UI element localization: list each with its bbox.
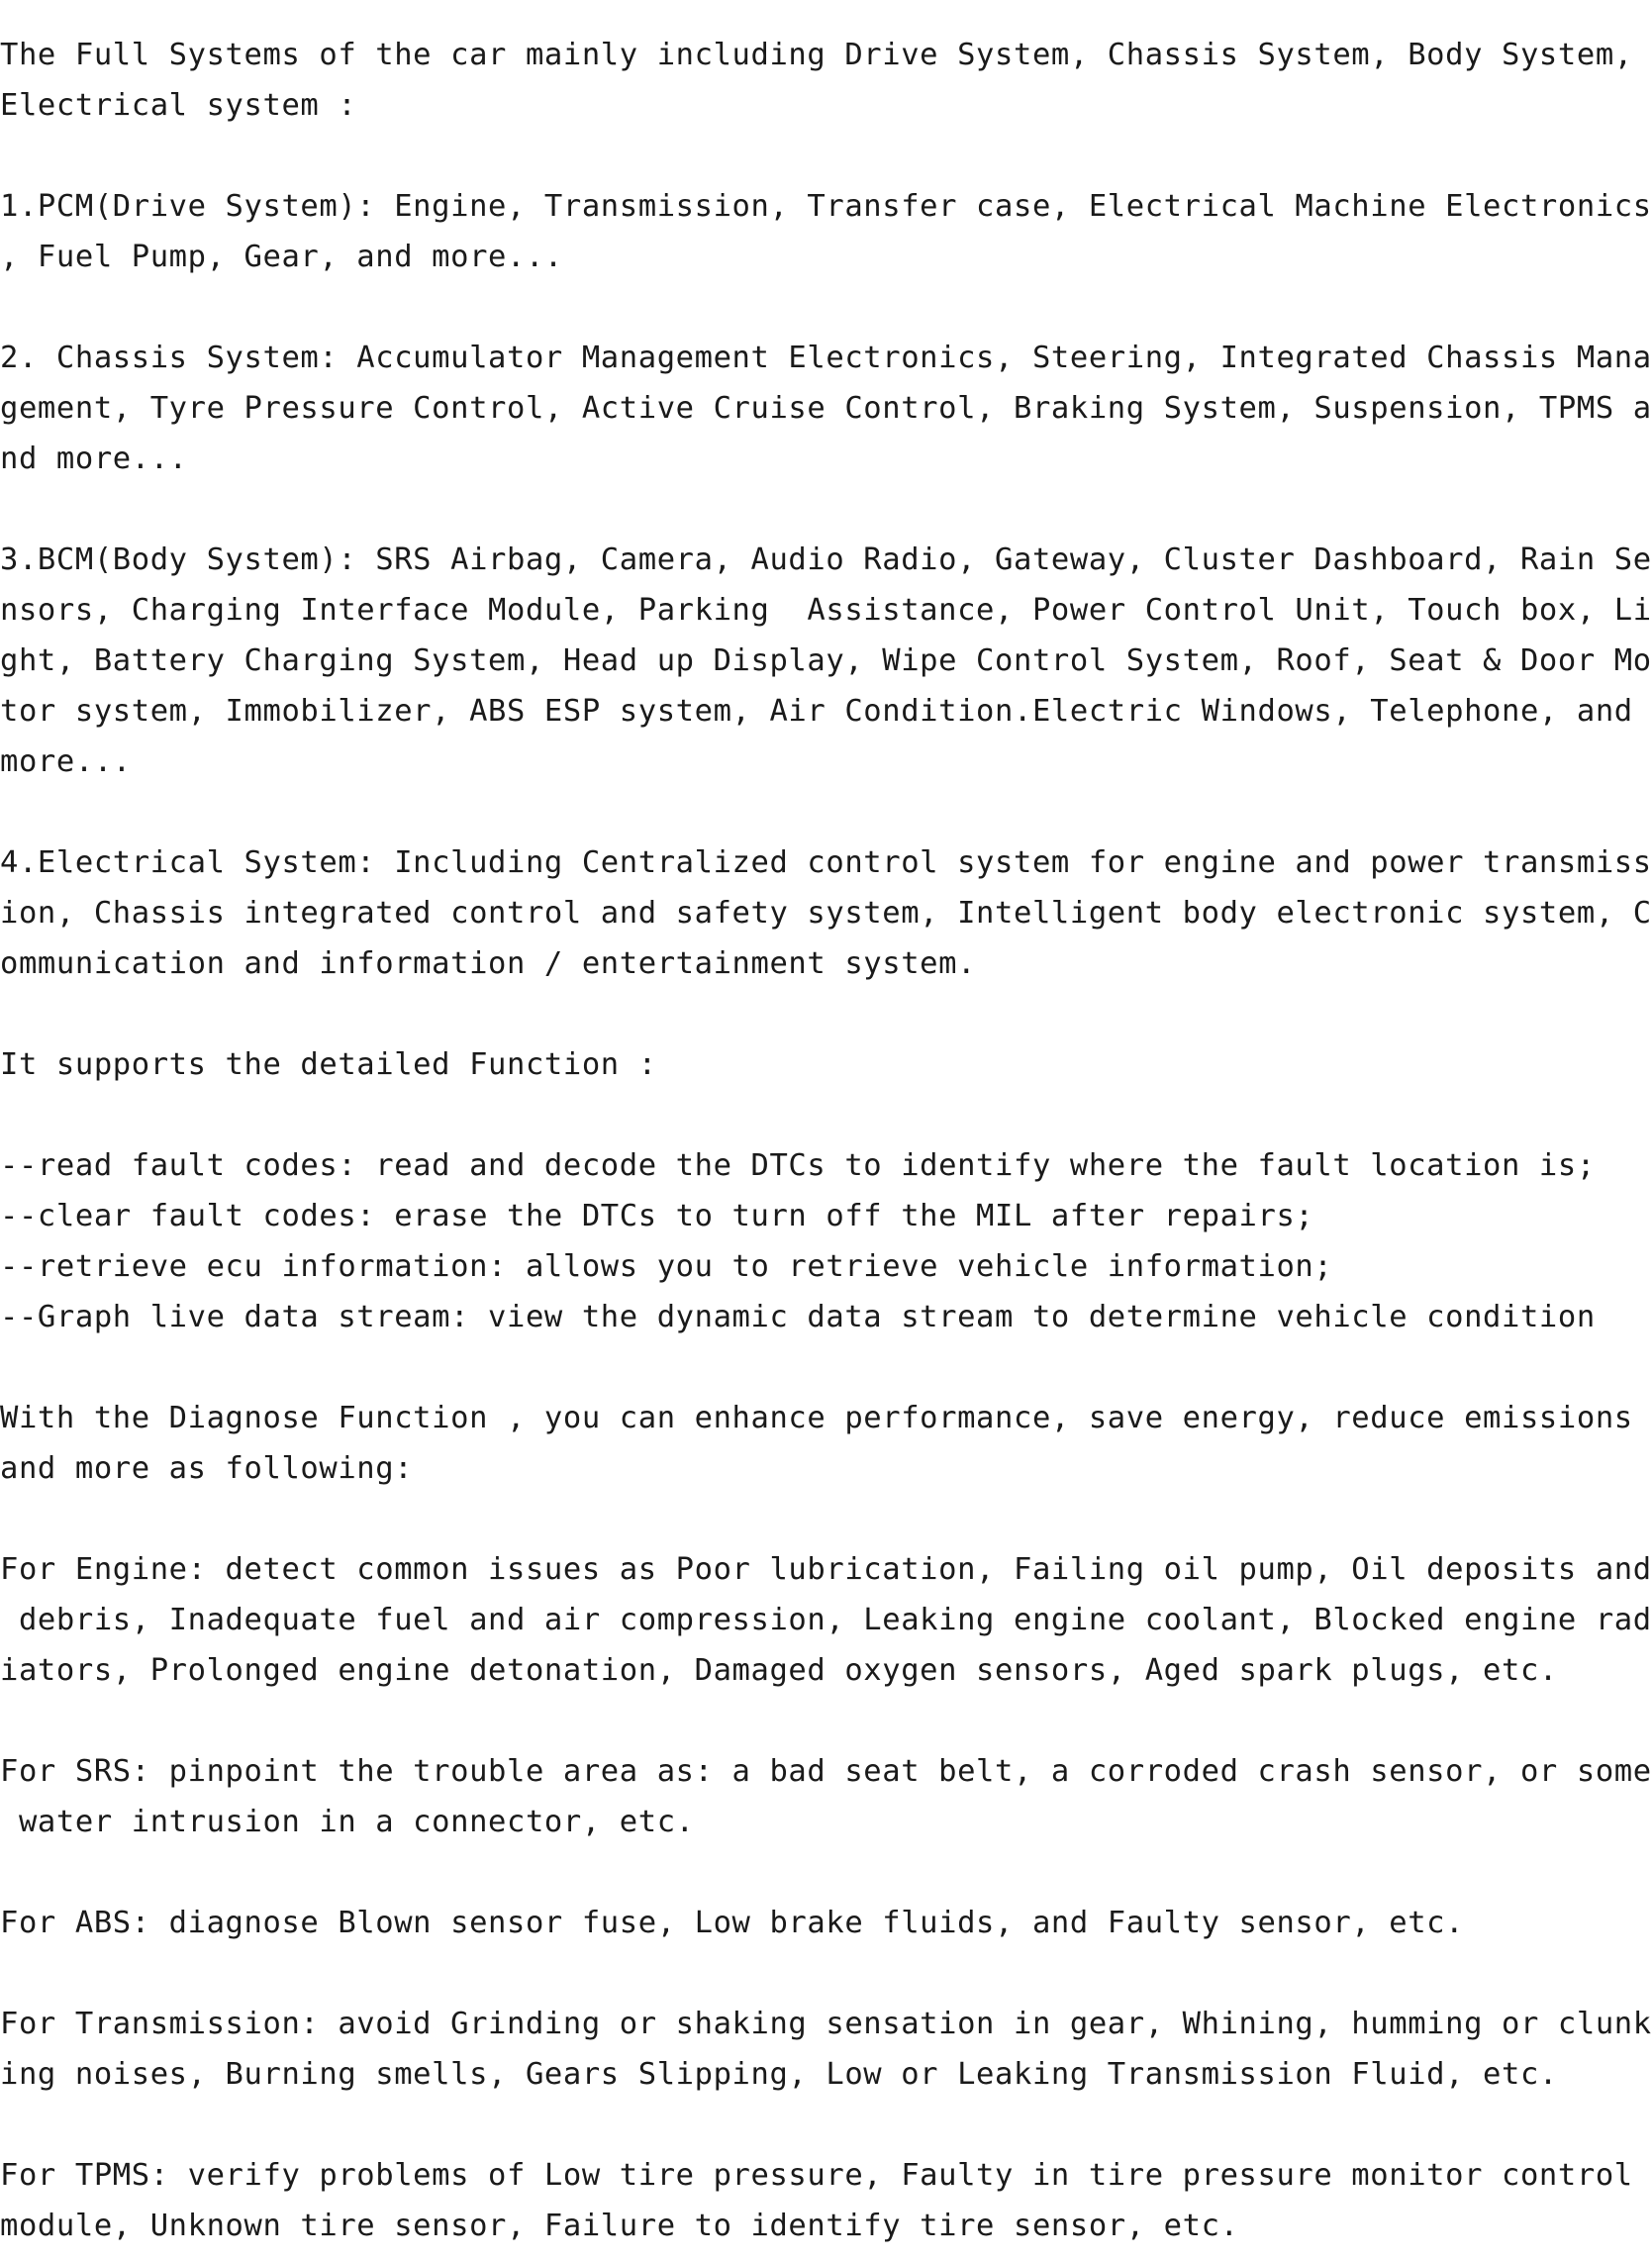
spacer	[0, 1090, 1485, 1140]
spacer	[0, 1494, 1485, 1544]
bcm-line-5: more...	[0, 744, 132, 779]
electrical-line-1: 4.Electrical System: Including Centralized control system for engine and power transmiss	[0, 845, 1652, 880]
diagnose-line-1: With the Diagnose Function , you can enhance performance, save energy, reduce emissions	[0, 1401, 1633, 1435]
srs-line-1: For SRS: pinpoint the trouble area as: a bad seat belt, a corroded crash sensor, or some	[0, 1754, 1652, 1789]
function-item-live-data: --Graph live data stream: view the dynamic data stream to determine vehicle condition	[0, 1300, 1596, 1334]
function-item-read-codes: --read fault codes: read and decode the DTCs to identify where the fault location is;	[0, 1148, 1596, 1183]
spacer	[0, 282, 1485, 333]
intro-line-1: The Full Systems of the car mainly including Drive System, Chassis System, Body System,	[0, 38, 1633, 72]
diagnose-line-2: and more as following:	[0, 1451, 414, 1486]
spacer	[0, 989, 1485, 1039]
pcm-line-1: 1.PCM(Drive System): Engine, Transmission, Transfer case, Electrical Machine Electronics	[0, 189, 1652, 224]
bcm-line-1: 3.BCM(Body System): SRS Airbag, Camera, Audio Radio, Gateway, Cluster Dashboard, Rain Se	[0, 542, 1652, 577]
spacer	[0, 1847, 1485, 1898]
tpms-line-1: For TPMS: verify problems of Low tire pressure, Faulty in tire pressure monitor control	[0, 2158, 1633, 2193]
chassis-line-3: nd more...	[0, 442, 188, 476]
function-item-clear-codes: --clear fault codes: erase the DTCs to turn off the MIL after repairs;	[0, 1199, 1314, 1233]
chassis-line-2: gement, Tyre Pressure Control, Active Cruise Control, Braking System, Suspension, TPMS a	[0, 391, 1652, 426]
chassis-line-1: 2. Chassis System: Accumulator Management Electronics, Steering, Integrated Chassis Mana	[0, 341, 1652, 375]
tpms-line-2: module, Unknown tire sensor, Failure to identify tire sensor, etc.	[0, 2209, 1239, 2243]
spacer	[0, 1696, 1485, 1746]
engine-line-3: iators, Prolonged engine detonation, Damaged oxygen sensors, Aged spark plugs, etc.	[0, 1653, 1558, 1688]
spacer	[0, 2100, 1485, 2150]
bcm-line-4: tor system, Immobilizer, ABS ESP system, Air Condition.Electric Windows, Telephone, and	[0, 694, 1633, 729]
transmission-line-2: ing noises, Burning smells, Gears Slipping, Low or Leaking Transmission Fluid, etc.	[0, 2057, 1558, 2092]
spacer	[0, 131, 1485, 181]
engine-line-1: For Engine: detect common issues as Poor lubrication, Failing oil pump, Oil deposits and	[0, 1552, 1652, 1587]
electrical-line-3: ommunication and information / entertainment system.	[0, 946, 977, 981]
bcm-line-2: nsors, Charging Interface Module, Parking Assistance, Power Control Unit, Touch box, Li	[0, 593, 1652, 628]
transmission-line-1: For Transmission: avoid Grinding or shaking sensation in gear, Whining, humming or clunk	[0, 2007, 1652, 2041]
engine-line-2: debris, Inadequate fuel and air compression, Leaking engine coolant, Blocked engine rad	[0, 1603, 1652, 1637]
pcm-line-2: , Fuel Pump, Gear, and more...	[0, 240, 563, 274]
spacer	[0, 787, 1485, 837]
spacer	[0, 1342, 1485, 1393]
abs-line-1: For ABS: diagnose Blown sensor fuse, Low brake fluids, and Faulty sensor, etc.	[0, 1906, 1465, 1940]
srs-line-2: water intrusion in a connector, etc.	[0, 1805, 695, 1839]
spacer	[0, 484, 1485, 535]
spacer	[0, 1948, 1485, 1999]
electrical-line-2: ion, Chassis integrated control and safety system, Intelligent body electronic system, C	[0, 896, 1652, 931]
function-item-ecu-info: --retrieve ecu information: allows you to retrieve vehicle information;	[0, 1249, 1333, 1284]
intro-line-2: Electrical system :	[0, 88, 357, 123]
bcm-line-3: ght, Battery Charging System, Head up Display, Wipe Control System, Roof, Seat & Door Mo	[0, 643, 1652, 678]
function-heading: It supports the detailed Function :	[0, 1047, 657, 1082]
